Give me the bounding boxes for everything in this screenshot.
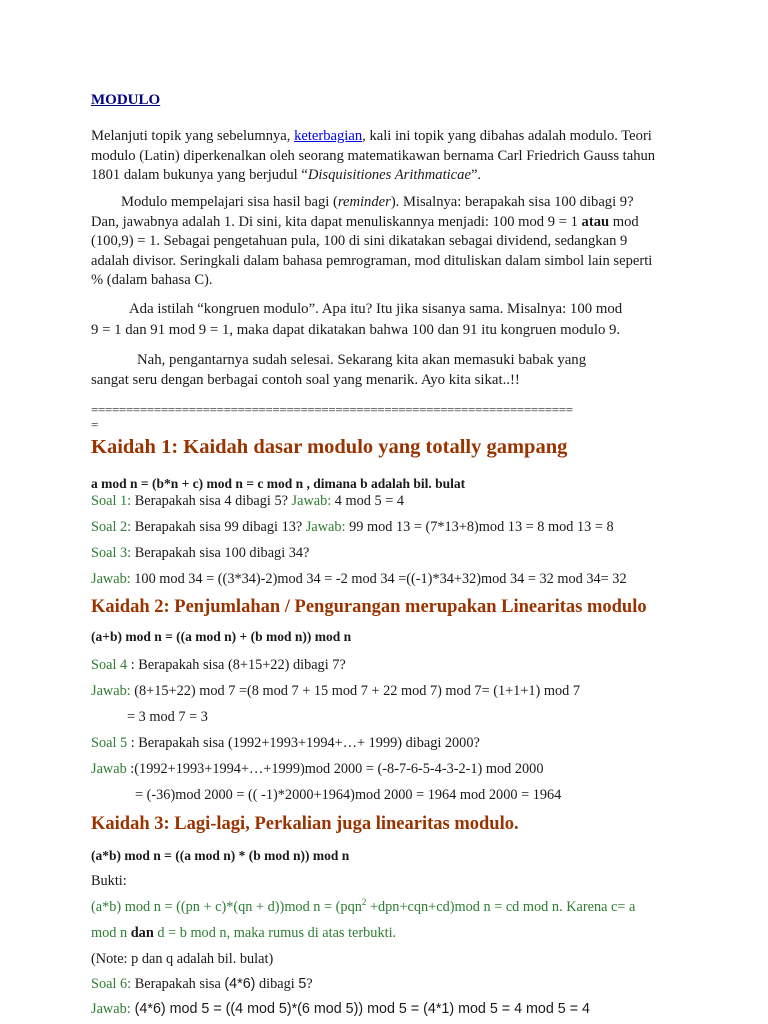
keterbagian-link[interactable]: keterbagian — [294, 128, 363, 144]
soal-text: : Berapakah sisa (1992+1993+1994+…+ 1999) dibagi 2000? — [127, 735, 480, 751]
kaidah-1-heading: Kaidah 1: Kaidah dasar modulo yang totally gampang — [91, 436, 568, 458]
note: (Note: p dan q adalah bil. bulat) — [91, 951, 274, 967]
para3-line-1: Ada istilah “kongruen modulo”. Apa itu? Itu jika sisanya sama. Misalnya: 100 mod — [129, 301, 623, 317]
intro-text: , kali ini topik yang dibahas adalah modulo. Teori — [362, 128, 652, 144]
intro-line-2: modulo (Latin) diperkenalkan oleh seorang matematikawan bernama Carl Friedrich Gauss tahun — [91, 147, 656, 164]
intro-closing-paragraph — [91, 350, 586, 390]
jawab-text: 99 mod 13 = (7*13+8)mod 13 = 8 mod 13 = 8 — [345, 519, 614, 535]
separator-line: ===================================================================== — [91, 402, 573, 417]
jawab-label: Jawab: — [91, 571, 131, 587]
proof-text: d = b mod n, maka rumus di atas terbukti. — [153, 925, 397, 941]
soal-6 — [91, 975, 313, 994]
superscript: 2 — [361, 897, 367, 908]
jawab-4 — [91, 682, 580, 701]
para2-text: Dan, jawabnya adalah 1. Di sini, kita dapat menuliskannya menjadi: 100 mod 9 = 1 — [91, 213, 582, 230]
dan-term: dan — [130, 925, 154, 941]
intro-line-3 — [91, 166, 655, 186]
kaidah-2-formula: (a+b) mod n = ((a mod n) + (b mod n)) mod n — [91, 629, 352, 644]
intro-paragraph — [91, 127, 655, 186]
soal-label: Soal 2: — [91, 519, 132, 535]
soal-text: ? — [306, 976, 313, 992]
proof-text: +dpn+cqn+cd)mod n = cd mod n. Karena c= a — [366, 899, 636, 915]
jawab-label: Jawab: — [91, 683, 131, 699]
para2-line-2 — [91, 213, 652, 233]
soal-3 — [91, 544, 309, 563]
soal-label: Soal 1: — [91, 493, 132, 509]
jawab-text: :(1992+1993+1994+…+1999)mod 2000 = (-8-7-6-5-4-3-2-1) mod 2000 — [126, 761, 544, 777]
kaidah-2-heading: Kaidah 2: Penjumlahan / Pengurangan merupakan Linearitas modulo — [91, 597, 647, 617]
intro-line-1 — [91, 127, 655, 147]
page-title: MODULO — [91, 92, 161, 108]
separator — [91, 402, 573, 432]
para2-text: ). Misalnya: berapakah sisa 100 dibagi 9? — [390, 194, 634, 210]
proof-text: (a*b) mod n = ((pn + c)*(qn + d))mod n = (pqn — [91, 899, 362, 915]
soal-text: Berapakah sisa 99 dibagi 13? — [131, 519, 306, 535]
kaidah-1-formula: a mod n = (b*n + c) mod n = c mod n , dimana b adalah bil. bulat — [91, 476, 466, 491]
para2-line-3: (100,9) = 1. Sebagai pengetahuan pula, 100 di sini dikatakan sebagai dividend, sedangkan 9 — [91, 233, 628, 249]
intro-text: Melanjuti topik yang sebelumnya, — [91, 128, 295, 144]
proof-line-1 — [91, 898, 635, 917]
atau-term: atau — [581, 213, 610, 230]
kaidah-3-formula: (a*b) mod n = ((a mod n) * (b mod n)) mod n — [91, 848, 350, 863]
modulo-paragraph — [91, 193, 652, 291]
para4-line-2: sangat seru dengan berbagai contoh soal yang menarik. Ayo kita sikat..!! — [91, 372, 520, 388]
soal-2 — [91, 518, 614, 537]
bukti-label: Bukti: — [91, 873, 127, 889]
proof-line-2 — [91, 924, 396, 943]
soal-1 — [91, 492, 404, 511]
para2-text: mod — [609, 213, 639, 230]
soal-label: Soal 3: — [91, 545, 132, 561]
soal-text: : Berapakah sisa (8+15+22) dibagi 7? — [127, 657, 346, 673]
jawab-3 — [91, 570, 627, 589]
para3-line-2: 9 = 1 dan 91 mod 9 = 1, maka dapat dikatakan bahwa 100 dan 91 itu kongruen modulo 9. — [91, 322, 621, 338]
intro-text: ”. — [470, 167, 482, 183]
para2-text: Modulo mempelajari sisa hasil bagi ( — [121, 194, 338, 210]
soal-expr: (4*6) — [224, 976, 256, 992]
reminder-term: reminder — [337, 194, 391, 210]
jawab-5-continued: = (-36)mod 2000 = (( -1)*2000+1964)mod 2000 = 1964 mod 2000 = 1964 — [135, 787, 562, 803]
proof-text: mod n — [91, 925, 131, 941]
soal-label: Soal 5 — [91, 735, 128, 751]
kaidah-3-heading: Kaidah 3: Lagi-lagi, Perkalian juga linearitas modulo. — [91, 814, 519, 834]
jawab-text: 4 mod 5 = 4 — [331, 493, 405, 509]
jawab-label: Jawab: — [291, 493, 332, 509]
separator-line: = — [91, 417, 98, 432]
soal-5 — [91, 734, 480, 753]
para2-line-4: adalah divisor. Seringkali dalam bahasa pemrograman, mod dituliskan dalam simbol lain seperti — [91, 252, 653, 269]
soal-label: Soal 4 — [91, 657, 128, 673]
kongruen-paragraph — [91, 299, 622, 341]
para2-line-5: % (dalam bahasa C). — [91, 272, 213, 288]
jawab-text: (8+15+22) mod 7 =(8 mod 7 + 15 mod 7 + 22 mod 7) mod 7= (1+1+1) mod 7 — [130, 683, 581, 699]
para4-line-1: Nah, pengantarnya sudah selesai. Sekarang kita akan memasuki babak yang — [137, 352, 587, 368]
soal-text: Berapakah sisa 100 dibagi 34? — [131, 545, 310, 561]
soal-label: Soal 6: — [91, 976, 132, 992]
jawab-4-continued: = 3 mod 7 = 3 — [127, 709, 208, 725]
jawab-label: Jawab: — [91, 1001, 131, 1017]
jawab-6 — [91, 1000, 590, 1019]
soal-text: dibagi — [255, 976, 299, 992]
soal-text: Berapakah sisa 4 dibagi 5? — [131, 493, 292, 509]
jawab-label: Jawab: — [305, 519, 346, 535]
jawab-text: 100 mod 34 = ((3*34)-2)mod 34 = -2 mod 34 =((-1)*34+32)mod 34 = 32 mod 34= 32 — [130, 571, 627, 587]
intro-text: 1801 dalam bukunya yang berjudul “ — [91, 167, 308, 183]
para2-line-1 — [91, 193, 652, 213]
jawab-label: Jawab — [91, 761, 127, 777]
soal-number: 5 — [298, 976, 307, 992]
jawab-expr: (4*6) mod 5 = ((4 mod 5)*(6 mod 5)) mod 5 = (4*1) mod 5 = 4 mod 5 = 4 — [130, 1001, 591, 1017]
book-title: Disquisitiones Arithmaticae — [307, 167, 471, 183]
soal-4 — [91, 656, 346, 675]
soal-text: Berapakah sisa — [131, 976, 225, 992]
jawab-5 — [91, 760, 543, 779]
